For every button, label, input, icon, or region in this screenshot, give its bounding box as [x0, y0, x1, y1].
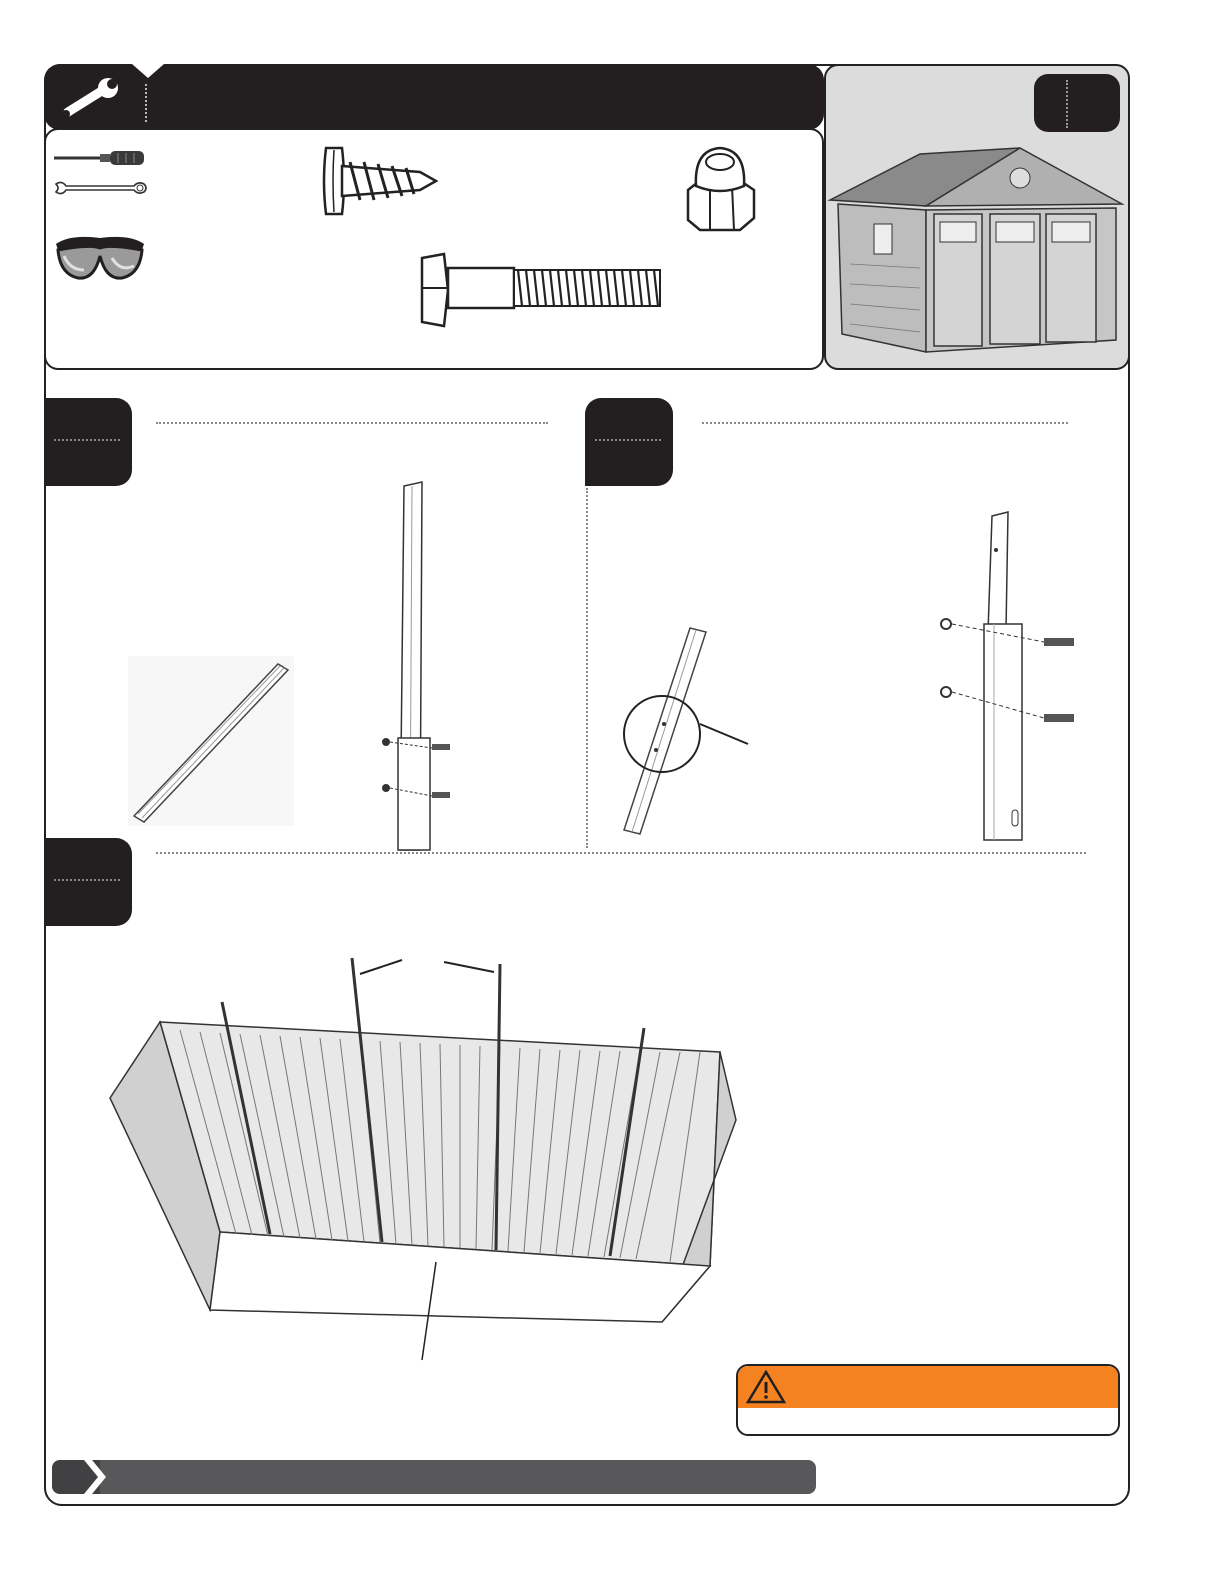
step-3-rule: [156, 852, 1086, 854]
step-tab-dots: [54, 439, 120, 441]
step-tab-3: [44, 838, 132, 926]
step-2-rule: [702, 422, 1068, 424]
rail-detail-illustration: [620, 620, 760, 840]
header-notch: [132, 64, 164, 84]
wrench-icon: [58, 74, 128, 124]
pan-head-screw-icon: [320, 144, 440, 218]
step-divider: [586, 488, 588, 848]
warning-header: [738, 1366, 1118, 1408]
hex-bolt-icon: [418, 252, 664, 328]
step-tab-dots: [595, 439, 661, 441]
footer-bar: [52, 1460, 816, 1494]
header-divider: [145, 84, 147, 122]
wall-assembly-illustration: [110, 950, 740, 1370]
warning-box: [736, 1364, 1120, 1436]
step-tab-2: [585, 398, 673, 486]
badge-divider: [1066, 80, 1068, 128]
warning-triangle-icon: [746, 1370, 786, 1404]
combination-wrench-icon: [52, 178, 148, 198]
screwdriver-icon: [52, 148, 148, 168]
footer-notch: [84, 1460, 112, 1494]
step-1-rule: [156, 422, 548, 424]
vertical-post-illustration: [378, 480, 458, 852]
step-number-badge: [1034, 74, 1120, 132]
step-tab-dots: [54, 879, 120, 881]
post-bolts-illustration: [934, 510, 1084, 842]
shed-illustration: [830, 144, 1126, 360]
cap-nut-icon: [682, 142, 760, 234]
safety-glasses-icon: [50, 230, 150, 288]
diagonal-rail-illustration: [128, 656, 298, 828]
step-tab-1: [44, 398, 132, 486]
